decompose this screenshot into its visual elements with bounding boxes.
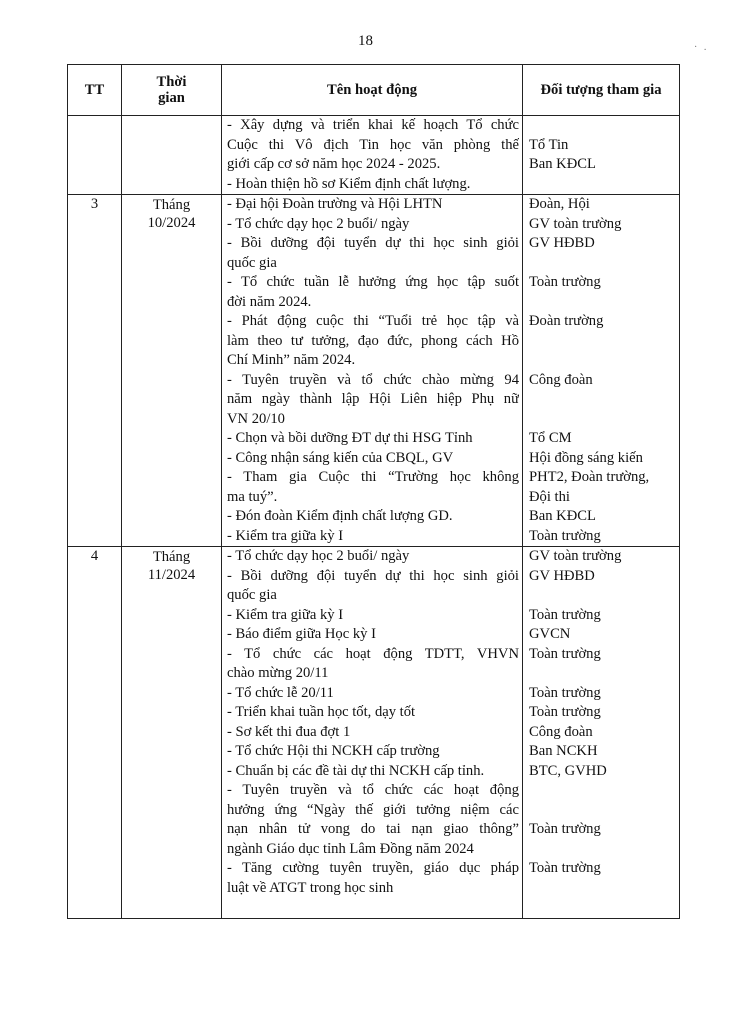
participant-line (529, 293, 677, 313)
activity-line: quốc gia (227, 254, 277, 271)
activity-line: - Xây dựng và triển khai kế hoạch Tổ chức (227, 117, 519, 133)
participant-line: Toàn trường (529, 274, 601, 290)
participant-line (529, 351, 677, 371)
participant-line (529, 898, 677, 918)
participant-line: Đoàn trường (529, 313, 604, 329)
table-row (68, 116, 680, 195)
activity-line: - Hoàn thiện hồ sơ Kiểm định chất lượng. (227, 175, 471, 192)
activity-line: - Đại hội Đoàn trường và Hội LHTN (227, 196, 443, 212)
scan-specks: · . (694, 42, 709, 53)
participant-line (529, 116, 677, 136)
table-row (68, 547, 680, 919)
activity-line: - Tổ chức dạy học 2 buổi/ ngày (227, 548, 410, 564)
activity-line: giới cấp cơ sở năm học 2024 - 2025. (227, 156, 441, 172)
activity-line: quốc gia (227, 587, 277, 603)
activity-line: - Tổ chức tuần lễ hưởng ứng học tập suốt (227, 274, 519, 290)
participant-line: GV HĐBD (529, 567, 595, 584)
activity-plan-table (67, 64, 680, 919)
row-participants (523, 116, 680, 195)
participant-line: BTC, GVHD (529, 762, 607, 779)
activity-line: - Chọn và bồi dưỡng ĐT dự thi HSG Tỉnh (227, 430, 473, 446)
participant-line: GV toàn trường (529, 548, 622, 564)
activity-line: - Triển khai tuần học tốt, dạy tốt (227, 704, 416, 720)
activity-line: - Bồi dưỡng đội tuyển dự thi học sinh giỏi (227, 235, 519, 251)
participant-line: Công đoàn (529, 371, 593, 388)
participant-line (529, 664, 677, 684)
table-header-row (68, 65, 680, 116)
row-tt: 3 (68, 195, 122, 547)
participant-line: Đội thi (529, 488, 570, 505)
participant-line: Toàn trường (529, 527, 601, 544)
participant-line: Ban KĐCL (529, 156, 596, 172)
activity-line: đời năm 2024. (227, 293, 312, 310)
participant-line: Toàn trường (529, 821, 601, 837)
participant-line: Toàn trường (529, 860, 601, 876)
header-tt: TT (68, 65, 122, 116)
participant-line: Tổ CM (529, 430, 572, 446)
participant-line: Toàn trường (529, 684, 601, 701)
activity-line: - Kiểm tra giữa kỳ I (227, 606, 344, 623)
participant-line: Tổ Tin (529, 136, 569, 153)
activity-line: - Kiểm tra giữa kỳ I (227, 527, 344, 544)
activity-line: - Đón đoàn Kiểm định chất lượng GD. (227, 508, 453, 524)
participant-line (529, 781, 677, 801)
activity-line: hưởng ứng “Ngày thế giới tưởng niệm các (227, 801, 519, 818)
participant-line: Toàn trường (529, 606, 601, 623)
row-participants (523, 547, 680, 919)
activity-line: - Tổ chức Hội thi NCKH cấp trường (227, 743, 440, 759)
activity-line: - Công nhận sáng kiến của CBQL, GV (227, 449, 454, 466)
row-time (122, 116, 222, 195)
activity-line: ngành Giáo dục tỉnh Lâm Đồng năm 2024 (227, 840, 474, 857)
activity-line: - Tổ chức các hoạt động TDTT, VHVN (227, 645, 519, 662)
activity-line (227, 898, 519, 918)
participant-line: Toàn trường (529, 645, 601, 662)
activity-line: - Sơ kết thi đua đợt 1 (227, 723, 351, 740)
participant-line (529, 840, 677, 860)
row-time-line: 11/2024 (147, 567, 196, 583)
participant-line: Toàn trường (529, 704, 601, 720)
participant-line: Hội đồng sáng kiến (529, 449, 643, 466)
activity-line: - Tuyên truyền và tổ chức các hoạt động (227, 782, 519, 798)
activity-line: - Tổ chức lễ 20/11 (227, 684, 334, 701)
participant-line (529, 586, 677, 606)
participant-line (529, 801, 677, 821)
participant-line: Đoàn, Hội (529, 196, 590, 212)
participant-line (529, 254, 677, 274)
header-time-line2: gian (158, 90, 185, 106)
activity-line: - Phát động cuộc thi “Tuổi trẻ học tập và (227, 313, 519, 329)
activity-line: Cuộc thi Vô địch Tin học văn phòng thế (227, 136, 519, 153)
activity-line: ma tuý”. (227, 488, 278, 505)
row-time (122, 195, 222, 547)
row-tt: 4 (68, 547, 122, 919)
activity-line: - Báo điểm giữa Học kỳ I (227, 626, 376, 642)
participant-line: GV toàn trường (529, 215, 622, 232)
page-number: 18 (358, 33, 373, 49)
table-body (68, 116, 680, 919)
row-activities (222, 116, 523, 195)
table-row (68, 195, 680, 547)
participant-line (529, 332, 677, 352)
activity-line: - Tham gia Cuộc thi “Trường học không (227, 469, 519, 485)
header-participants: Đối tượng tham gia (523, 65, 680, 116)
activity-line: - Tuyên truyền và tổ chức chào mừng 94 (227, 371, 519, 388)
participant-line (529, 175, 677, 195)
activity-line: - Bồi dưỡng đội tuyển dự thi học sinh giỏi (227, 567, 519, 584)
row-time-line: Tháng (152, 549, 191, 565)
activity-line: - Chuẩn bị các đề tài dự thi NCKH cấp tỉnh. (227, 762, 485, 779)
header-time (122, 65, 222, 116)
participant-line: PHT2, Đoàn trường, (529, 469, 650, 485)
activity-line: chào mừng 20/11 (227, 665, 329, 681)
activity-line: - Tổ chức dạy học 2 buổi/ ngày (227, 215, 410, 232)
row-activities (222, 547, 523, 919)
activity-line: năm ngày thành lập Hội Liên hiệp Phụ nữ (227, 391, 519, 407)
participant-line: GV HĐBD (529, 235, 595, 251)
participant-line: Ban KĐCL (529, 508, 596, 524)
participant-line: GVCN (529, 626, 571, 642)
row-time (122, 547, 222, 919)
activity-line: làm theo tư tưởng, đạo đức, phong cách Hồ (227, 332, 519, 349)
participant-line (529, 410, 677, 430)
row-tt (68, 116, 122, 195)
participant-line (529, 879, 677, 899)
activity-line: nạn nhân tử vong do tai nạn giao thông” (227, 821, 519, 837)
header-activity: Tên hoạt động (222, 65, 523, 116)
header-time-line1: Thời (156, 74, 187, 90)
activity-line: Chí Minh” năm 2024. (227, 352, 356, 368)
row-time-line: 10/2024 (147, 215, 196, 231)
row-time-line: Tháng (152, 197, 191, 213)
activity-line: VN 20/10 (227, 410, 285, 427)
row-activities (222, 195, 523, 547)
row-participants (523, 195, 680, 547)
activity-line: luật về ATGT trong học sinh (227, 879, 394, 896)
participant-line (529, 390, 677, 410)
activity-line: - Tăng cường tuyên truyền, giáo dục pháp (227, 860, 519, 876)
participant-line: Ban NCKH (529, 743, 598, 759)
participant-line: Công đoàn (529, 723, 593, 740)
